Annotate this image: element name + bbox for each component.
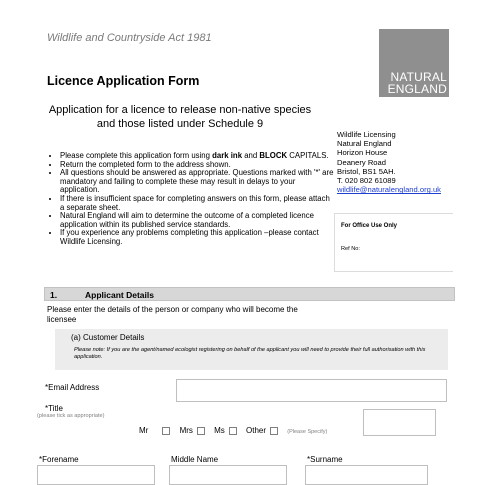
address-line: Bristol, BS1 5AH. [337, 166, 396, 176]
instruction-item: • If there is insufficient space for completing answers on this form, please attach a separate sheet. [60, 195, 335, 212]
title-option-label: Ms [214, 426, 225, 435]
title-label: *Title [45, 404, 63, 413]
email-label: *Email Address [45, 383, 100, 392]
mrs-checkbox[interactable] [197, 427, 205, 435]
email-link[interactable]: wildlife@naturalengland.org.uk [337, 185, 441, 195]
act-title: Wildlife and Countryside Act 1981 [47, 32, 212, 44]
ms-checkbox[interactable] [229, 427, 237, 435]
mr-checkbox[interactable] [162, 427, 170, 435]
middle-name-input[interactable] [169, 465, 287, 485]
other-specify-hint: (Please Specify) [287, 429, 328, 435]
instruction-item: • Return the completed form to the address shown. [60, 161, 335, 170]
instructions-list [44, 152, 335, 247]
address-line: Deanery Road [337, 157, 386, 167]
section-intro: Please enter the details of the person or company who will become the licensee [47, 305, 298, 324]
address-line: Horizon House [337, 148, 388, 158]
address-line: Natural England [337, 139, 392, 149]
instruction-item: • Natural England will aim to determine the outcome of a completed licence application within its published service standards. [60, 212, 335, 229]
natural-england-logo [379, 29, 449, 97]
office-ref-label: Ref No: [341, 246, 360, 252]
title-options [139, 426, 327, 435]
address-line: T. 020 802 61089 [337, 176, 396, 186]
office-use-box [334, 213, 453, 272]
section-header [44, 287, 455, 301]
office-use-title: For Office Use Only [341, 223, 398, 229]
instruction-item: • All questions should be answered as appropriate. Questions marked with '*' are mandatory and failing to complete these may result in delays to your application. [60, 169, 335, 195]
customer-details-title: (a) Customer Details [71, 333, 145, 342]
logo-line1: NATURAL [390, 70, 447, 84]
section-title: Applicant Details [85, 290, 154, 300]
address-line: Wildlife Licensing [337, 130, 396, 139]
logo-line2: ENGLAND [387, 82, 447, 96]
title-option-label: Mrs [179, 426, 193, 435]
surname-input[interactable] [305, 465, 428, 485]
subtitle-line2: and those listed under Schedule 9 [96, 118, 264, 130]
title-option-label: Mr [139, 426, 149, 435]
form-title: Licence Application Form [47, 74, 200, 88]
middle-name-label: Middle Name [171, 455, 219, 464]
other-checkbox[interactable] [270, 427, 278, 435]
address-block [337, 130, 441, 194]
title-hint: (please tick as appropriate) [37, 413, 105, 419]
customer-details-note: Please note: If you are the agent/named ecologist registering on behalf of the applicant you will need to provide their full authorisation with this application. [74, 347, 426, 360]
subtitle-line1: Application for a licence to release non-native species [48, 104, 312, 116]
other-title-input[interactable] [363, 409, 436, 436]
surname-label: *Surname [307, 455, 343, 464]
form-subtitle [40, 103, 320, 131]
email-input[interactable] [176, 379, 447, 402]
section-number: 1. [50, 290, 58, 300]
forename-input[interactable] [37, 465, 155, 485]
instruction-item: • If you experience any problems completing this application –please contact Wildlife Licensing. [60, 229, 335, 246]
forename-label: *Forename [39, 455, 79, 464]
title-option-label: Other [246, 426, 267, 435]
instruction-item: • Please complete this application form using dark ink and BLOCK CAPITALS. [60, 152, 335, 161]
customer-details-panel [55, 329, 448, 370]
